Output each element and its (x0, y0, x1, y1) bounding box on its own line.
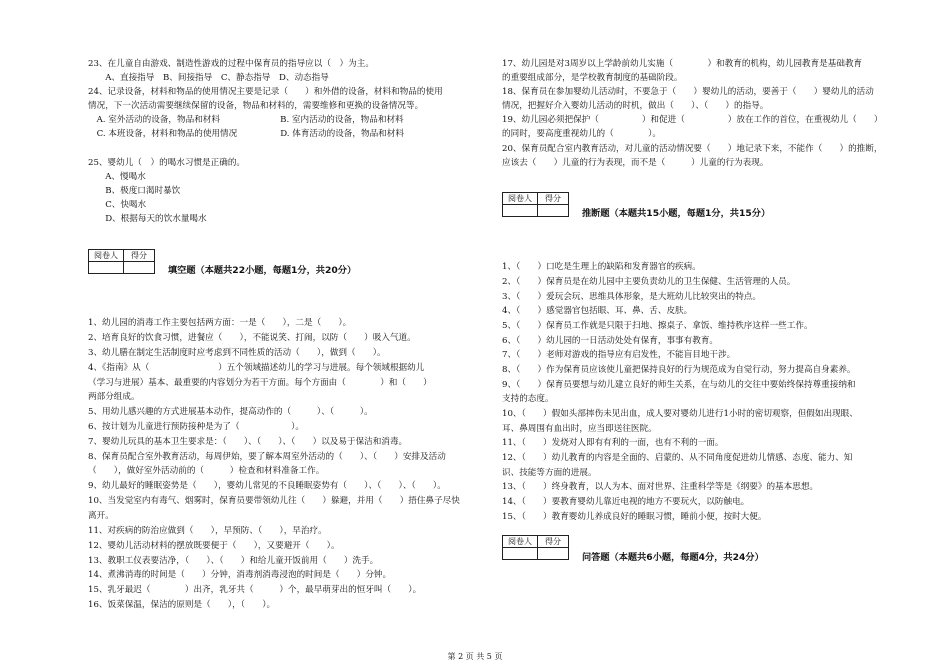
question-line: 4、（ ）感觉器官包括眼、耳、鼻、舌、皮肤。 (502, 306, 693, 316)
score-cell (538, 205, 569, 217)
question-line: 8、保育员配合室外教育活动，每周伊始，要了解本周室外活动的（ ）、（ ）安排及活动 (88, 452, 446, 462)
page-footer: 第 2 页 共 5 页 (447, 652, 503, 661)
question-line: 12、（ ）幼儿教育的内容是全面的、启蒙的、从不同角度促进幼儿情感、态度、能力、知 (502, 453, 853, 463)
question-line: C、快喝水 (88, 200, 147, 210)
question-line: 20、保育员配合室内教育活动，对儿童的活动情况要（ ）地记录下来，不能作（ ）的推断， (502, 144, 883, 154)
reviewer-cell (503, 205, 538, 217)
score-label: 得分 (538, 193, 569, 205)
question-line: C. 本班设备，材料和物品的使用情况 D. 体育活动的设备，物品和材料 (88, 129, 404, 139)
question-line: 13、（ ）终身教育，以人为本、面对世界、注重科学等是《纲要》的基本思想。 (502, 482, 819, 492)
score-box (88, 249, 155, 274)
question-line: 10、（ ）假如头部摔伤未见出血，成人要对婴幼儿进行1小时的密切观察，但假如出现眼、 (502, 409, 858, 419)
question-line: （ ），做好室外活动前的（ ）检查和材料准备工作。 (88, 466, 325, 476)
question-line: 应该去（ ）儿童的行为表现，而不是（ ）儿童的行为表现。 (502, 158, 769, 168)
question-line: 4、《指南》从（ ）五个领域描述幼儿的学习与进展。每个领域根据幼儿 (88, 363, 425, 373)
question-line: 9、（ ）保育员要想与幼儿建立良好的师生关系，在与幼儿的交往中要始终保持尊重接纳和 (502, 380, 856, 390)
reviewer-label: 阅卷人 (89, 250, 124, 262)
question-line: 10、当发觉室内有毒气、烟雾时，保育员要带领幼儿往（ ）躲避，并用（ ）捂住鼻子尽快 (88, 496, 460, 506)
question-line: 3、（ ）爱玩会玩、思维具体形象，是大班幼儿比较突出的特点。 (502, 292, 761, 302)
question-line: （学习与进展）基本、最重要的内容划分为若干方面。每个方面由（ ）和（ ） (88, 378, 432, 388)
score-label: 得分 (124, 250, 155, 262)
question-line: A、慢喝水 (88, 172, 146, 182)
question-line: 的重要组成部分，是学校教育制度的基础阶段。 (502, 73, 683, 83)
reviewer-label: 阅卷人 (503, 193, 538, 205)
question-line: 18、保育员在参加婴幼儿活动时，不要急于（ ）婴幼儿的活动，要善于（ ）婴幼儿的活动 (502, 87, 874, 97)
question-line: 3、幼儿膳在制定生活制度时应考虑到不同性质的活动（ ），做到（ ）。 (88, 348, 386, 358)
question-line: D、根据每天的饮水量喝水 (88, 214, 207, 224)
section-title-qa: 问答题（本题共6小题，每题4分，共24分） (582, 552, 764, 563)
question-line: 7、婴幼儿玩具的基本卫生要求是：（ ）、（ ）、（ ）以及易于保洁和消毒。 (88, 437, 408, 447)
score-box (502, 535, 569, 560)
question-line: 6、（ ）幼儿园的一日活动处处有保育，事事有教育。 (502, 336, 719, 346)
question-line: 两部分组成。 (88, 392, 140, 402)
question-line: 1、幼儿园的消毒工作主要包括两方面：一是（ ），二是（ ）。 (88, 318, 352, 328)
question-line: 25、婴幼儿（ ）的喝水习惯是正确的。 (88, 158, 246, 168)
question-line: B、极度口渴时暴饮 (88, 186, 181, 196)
question-line: 24、记录设备，材料和物品的使用情况主要是记录（ ）和外借的设备，材料和物品的使用 (88, 87, 443, 97)
question-line: 2、（ ）保育员是在幼儿园中主要负责幼儿的卫生保健、生活管理的人员。 (502, 277, 796, 287)
section-title-judge: 推断题（本题共15小题，每题1分，共15分） (582, 208, 771, 219)
question-line: A、直接指导 B、间接指导 C、静态指导 D、动态指导 (88, 73, 329, 83)
question-line: 19、幼儿园必须把保护（ ）和促进（ ）放在工作的首位，在重视幼儿（ ） (502, 115, 883, 125)
score-cell (538, 548, 569, 560)
reviewer-cell (503, 548, 538, 560)
question-line: 6、按计划为儿童进行预防接种是为了（ ）。 (88, 422, 305, 432)
question-line: 识、技能等方面的进展。 (502, 468, 597, 478)
question-line: 离开。 (88, 511, 114, 521)
question-line: A. 室外活动的设备，物品和材料 B. 室内活动的设备，物品和材料 (88, 115, 404, 125)
question-line: 11、对疾病的防治应做到（ ），早预防、（ ），早治疗。 (88, 526, 327, 536)
question-line: 的同时，要高度重视幼儿的（ ）。 (502, 129, 661, 139)
score-label: 得分 (538, 536, 569, 548)
question-line: 14、煮沸消毒的时间是（ ）分钟，消毒剂消毒浸泡的时间是（ ）分钟。 (88, 570, 392, 580)
question-line: 1、（ ）口吃是生理上的缺陷和发育器官的疾病。 (502, 262, 701, 272)
question-line: 5、（ ）保育员工作就是只限于扫地、擦桌子、拿饭、维持秩序这样一些工作。 (502, 321, 813, 331)
question-line: 2、培育良好的饮食习惯，进餐应（ ），不能说笑、打闹，以防（ ）吸入气道。 (88, 333, 416, 343)
question-line: 耳、鼻周围有血出时，应当即送往医院。 (502, 424, 657, 434)
question-line: 8、（ ）作为保育员应该使儿童把保持良好的行为规范成为自觉行动，努力提高自身素养。 (502, 365, 856, 375)
reviewer-cell (89, 262, 124, 274)
question-line: 15、乳牙最迟（ ）出齐，乳牙共（ ）个，最早萌芽出的恒牙叫（ ）。 (88, 585, 422, 595)
question-line: 23、在儿童自由游戏、制造性游戏的过程中保育员的指导应以（ ）为主。 (88, 59, 374, 69)
question-line: 5、用幼儿感兴趣的方式进展基本动作，提高动作的（ ）、（ ）。 (88, 407, 373, 417)
score-box (502, 192, 569, 217)
question-line: 13、教职工仪表要洁净，（ ）、（ ）和给儿童开饭前用（ ）洗手。 (88, 556, 379, 566)
question-line: 9、幼儿最好的睡眠姿势是（ ），婴幼儿常见的不良睡眠姿势有（ ）、（ ）、（ ）。 (88, 481, 446, 491)
section-title-fill: 填空题（本题共22小题，每题1分，共20分） (168, 265, 357, 276)
score-cell (124, 262, 155, 274)
question-line: 支持的态度。 (502, 394, 554, 404)
question-line: 12、婴幼儿活动材料的摆放既要便于（ ），又要避开（ ）。 (88, 541, 340, 551)
question-line: 情况，把握好介入婴幼儿活动的时机，做出（ ）、（ ）的指导。 (502, 101, 769, 111)
question-line: 11、（ ）发烧对人即有有利的一面，也有不利的一面。 (502, 438, 724, 448)
question-line: 15、（ ）教育婴幼儿养成良好的睡眠习惯，睡前小便，按时大便。 (502, 512, 767, 522)
question-line: 17、幼儿园是对3周岁以上学龄前幼儿实施（ ）和教育的机构，幼儿园教育是基础教育 (502, 59, 863, 69)
reviewer-label: 阅卷人 (503, 536, 538, 548)
question-line: 情况，下一次活动需要继续保留的设备，物品和材料的，需要维修和更换的设备情况等。 (88, 101, 424, 111)
question-line: 7、（ ）老师对游戏的指导应有启发性，不能盲目地干涉。 (502, 350, 736, 360)
question-line: 16、饭菜保温，保洁的原则是（ ），（ ）。 (88, 600, 276, 610)
question-line: 14、（ ）要教育婴幼儿靠近电视的地方不要玩火，以防触电。 (502, 497, 750, 507)
